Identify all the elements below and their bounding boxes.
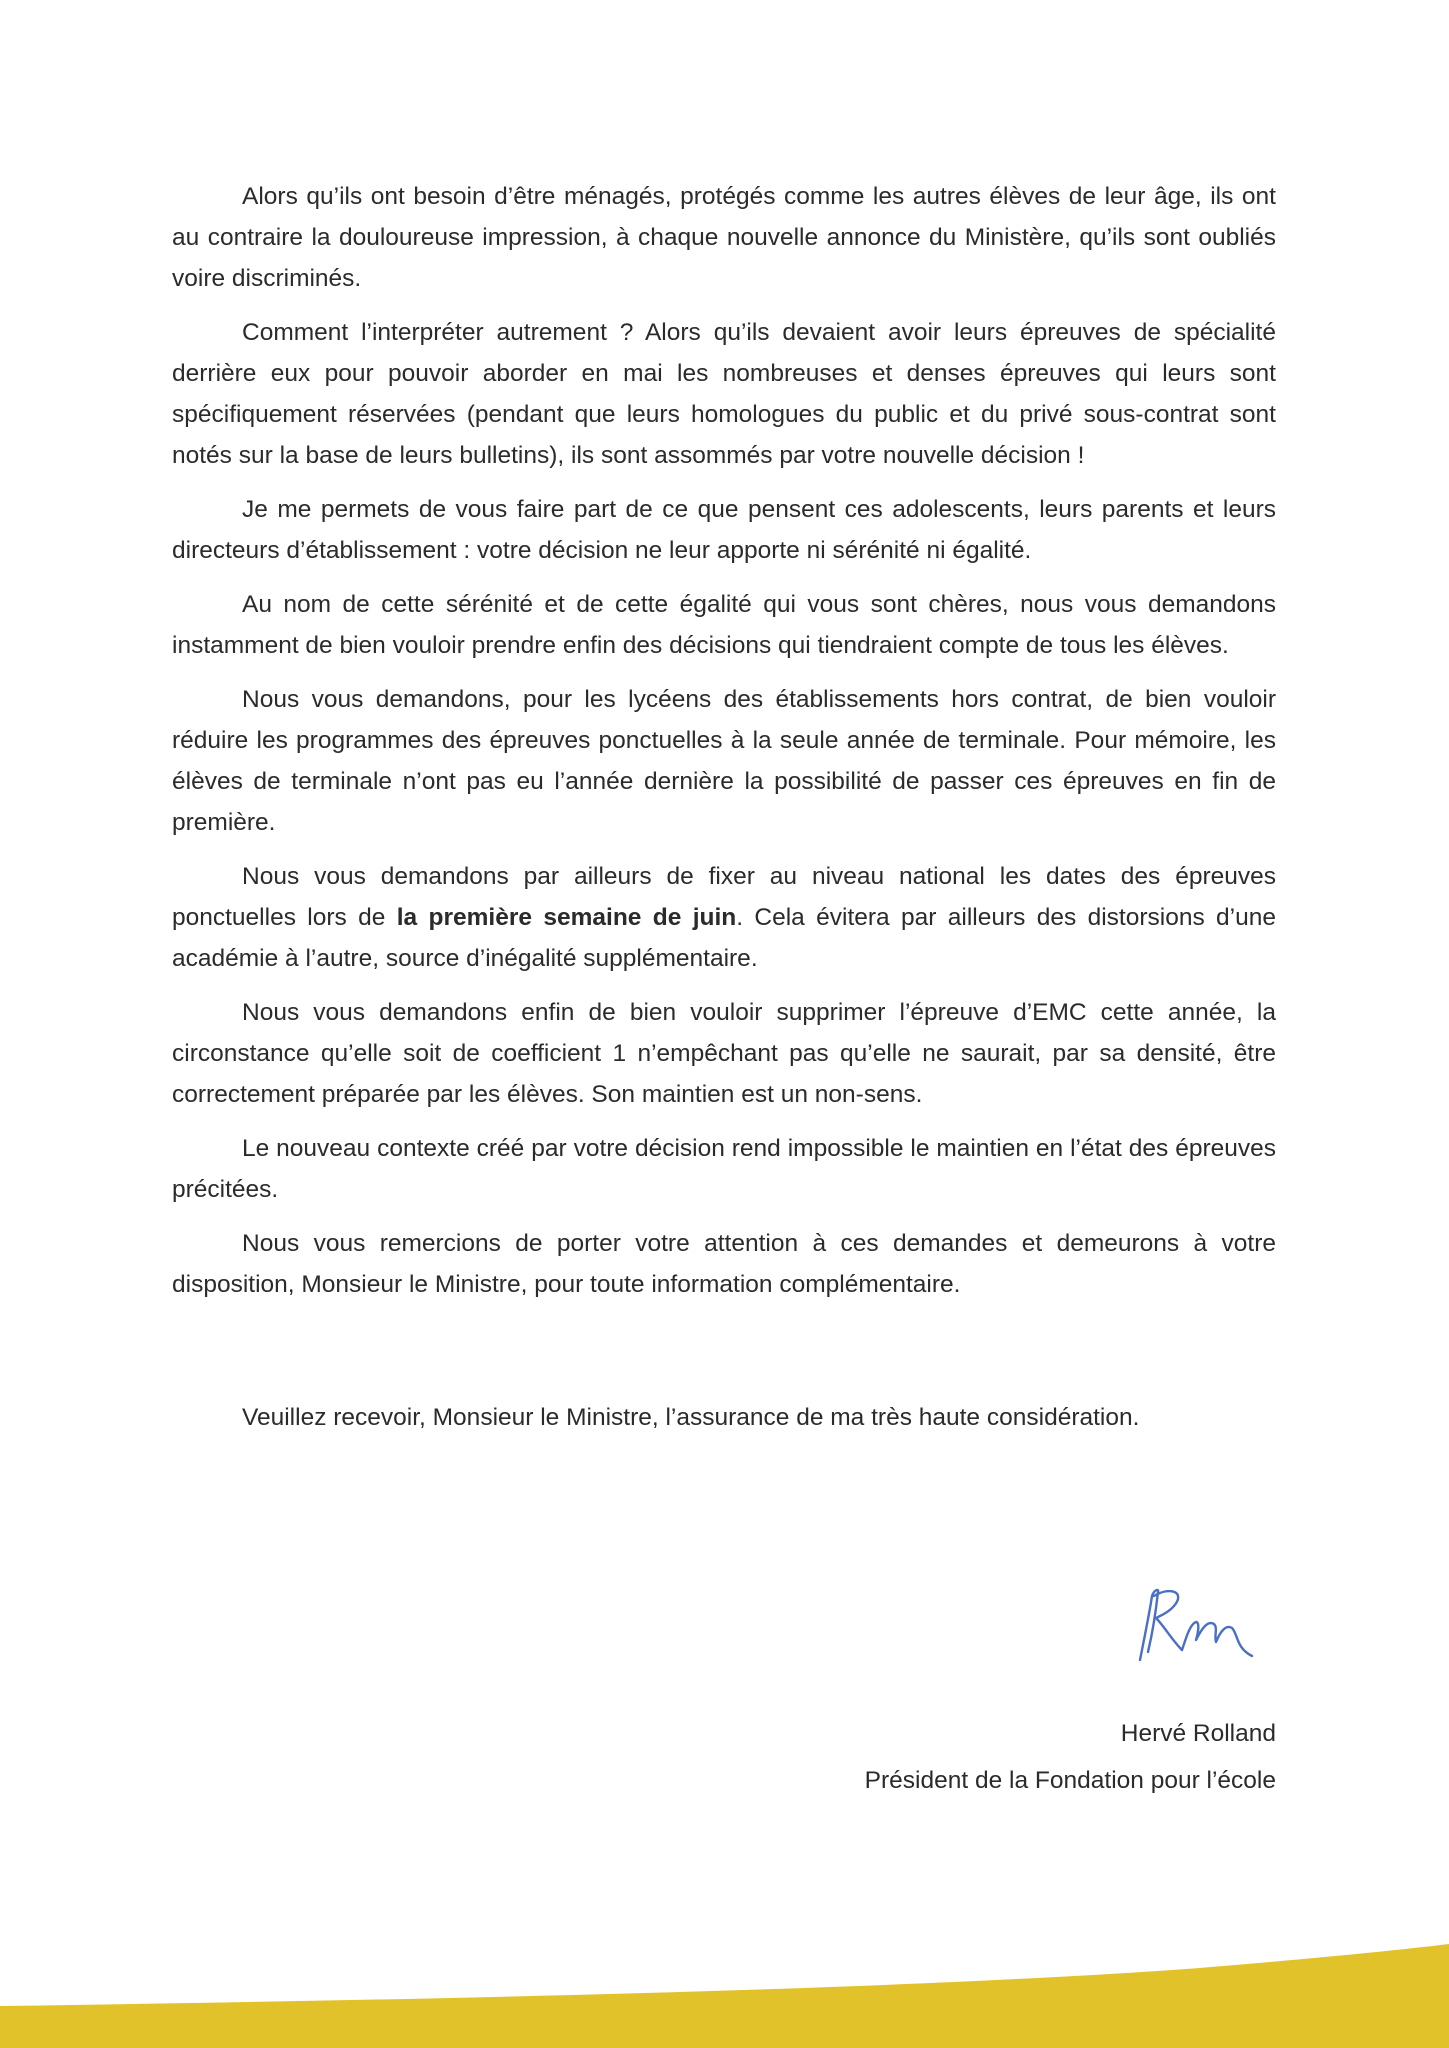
letter-paragraph <box>172 1128 1276 1210</box>
paragraph-text: Je me permets de vous faire part de ce que pensent ces adolescents, leurs parents et leurs directeurs d’établissement : votre décision ne leur apporte ni sérénité ni égalité. <box>172 496 1276 564</box>
paragraph-text: Nous vous demandons enfin de bien vouloir supprimer l’épreuve d’EMC cette année, la circonstance qu’elle soit de coefficient 1 n’empêchant pas qu’elle ne saurait, par sa densité, être correctement préparée par les élèves. Son maintien est un non-sens. <box>172 999 1276 1108</box>
letter-paragraph <box>172 176 1276 299</box>
paragraph-text: Le nouveau contexte créé par votre décision rend impossible le maintien en l’état des épreuves précitées. <box>172 1135 1276 1203</box>
paragraph-text: Alors qu’ils ont besoin d’être ménagés, protégés comme les autres élèves de leur âge, ils ont au contraire la douloureuse impression, à chaque nouvelle annonce du Ministère, qu’ils sont oubliés voire discriminés. <box>172 183 1276 292</box>
signatory-name: Hervé Rolland <box>1120 1720 1276 1747</box>
letter-paragraph <box>172 679 1276 843</box>
paragraph-text: Comment l’interpréter autrement ? Alors qu’ils devaient avoir leurs épreuves de spécialité derrière eux pour pouvoir aborder en mai les nombreuses et denses épreuves qui leurs sont spécifiquement réservées (pendant que leurs homologues du public et du privé sous-contrat sont notés sur la base de leurs bulletins), ils sont assommés par votre nouvelle décision ! <box>172 319 1276 469</box>
emphasized-text: la première semaine de juin <box>396 904 737 931</box>
paragraph-text: Au nom de cette sérénité et de cette égalité qui vous sont chères, nous vous demandons instamment de bien vouloir prendre enfin des décisions qui tiendraient compte de tous les élèves. <box>172 591 1276 659</box>
letter-paragraph <box>172 992 1276 1115</box>
paragraph-text: . Cela évitera par ailleurs des distorsions d’une académie à l’autre, source d’inégalité supplémentaire. <box>172 904 1276 972</box>
paragraph-text: Nous vous remercions de porter votre attention à ces demandes et demeurons à votre disposition, Monsieur le Ministre, pour toute information complémentaire. <box>172 1230 1276 1298</box>
letter-paragraph <box>172 489 1276 571</box>
footer-yellow-band <box>0 1928 1449 2048</box>
paragraph-text: Nous vous demandons, pour les lycéens des établissements hors contrat, de bien vouloir réduire les programmes des épreuves ponctuelles à la seule année de terminale. Pour mémoire, les élèves de terminale n’ont pas eu l’année dernière la possibilité de passer ces épreuves en fin de première. <box>172 686 1276 836</box>
letter-paragraph <box>172 856 1276 979</box>
signatory-title: Président de la Fondation pour l’école <box>864 1767 1276 1794</box>
letter-paragraph <box>172 312 1276 476</box>
closing-formula: Veuillez recevoir, Monsieur le Ministre, l’assurance de ma très haute considération. <box>242 1404 1140 1431</box>
letter-paragraph <box>172 584 1276 666</box>
letter-paragraph <box>172 1223 1276 1305</box>
handwritten-signature <box>1130 1580 1260 1675</box>
signatory-block <box>865 1710 1276 1804</box>
letter-body <box>172 176 1276 1318</box>
paragraph-text: Nous vous demandons par ailleurs de fixer au niveau national les dates des épreuves ponctuelles lors de <box>172 863 1276 931</box>
